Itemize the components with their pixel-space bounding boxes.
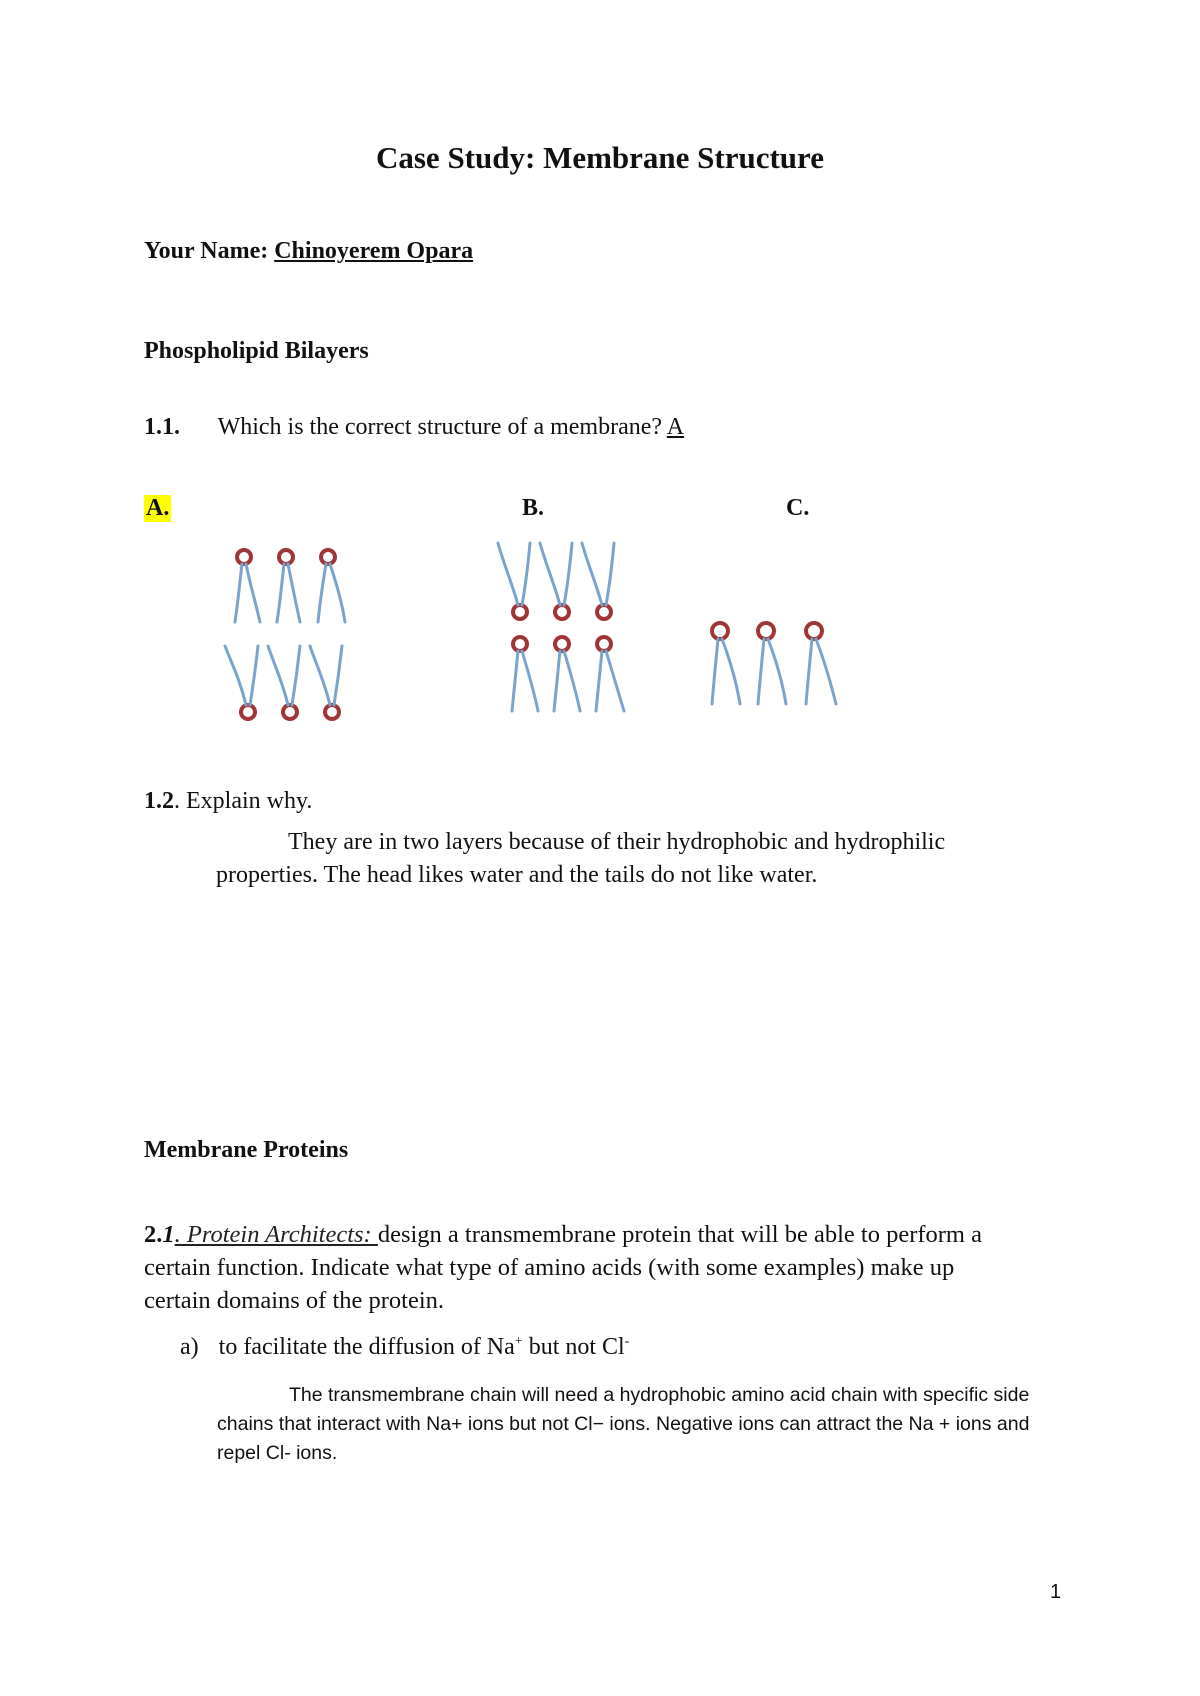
phospholipid-row — [712, 623, 836, 704]
question-2-1 — [144, 1218, 1014, 1317]
question-1-1 — [144, 414, 684, 441]
diagram-a — [210, 540, 360, 730]
page-number: 1 — [1050, 1581, 1062, 1603]
question-number: 1.1. — [144, 414, 180, 440]
answer-choice: A — [666, 414, 685, 440]
question-2-1a — [180, 1334, 629, 1361]
protein-architects-label: . Protein Architects: — [174, 1221, 378, 1248]
page-title: Case Study: Membrane Structure — [375, 140, 825, 175]
diagram-b — [490, 535, 640, 725]
na-superscript: + — [514, 1334, 523, 1349]
phospholipid-row-bottom — [512, 637, 624, 711]
question-text: Which is the correct structure of a membrane? — [217, 414, 663, 440]
question-number: 1.2 — [144, 788, 174, 814]
name-label: Your Name: — [144, 238, 269, 264]
section-heading-membrane-proteins: Membrane Proteins — [144, 1137, 349, 1163]
option-b-label: B. — [522, 495, 545, 521]
phospholipid-row-top — [235, 550, 345, 622]
cl-superscript: - — [624, 1334, 630, 1349]
item-label: a) — [180, 1334, 199, 1360]
option-c-label: C. — [786, 495, 810, 521]
answer-2-1a: The transmembrane chain will need a hydrophobic amino acid chain with specific side chains that interact with Na+ ions but not Cl− ions. Negative ions can attract the Na + ions and repel Cl- ions. — [217, 1384, 1030, 1464]
question-1-2 — [144, 788, 312, 815]
question-number: 2. — [144, 1221, 163, 1248]
answer-1-2: They are in two layers because of their hydrophobic and hydrophilic properties. The head likes water and the tails do not like water. — [216, 829, 946, 888]
question-text: . Explain why. — [174, 788, 313, 814]
phospholipid-row-top — [498, 543, 614, 619]
phospholipid-row-bottom — [225, 646, 342, 719]
question-text: design a transmembrane protein that will be able to perform a certain function. Indicate what type of amino acids (with some examples) make up certain domains of the protein. — [144, 1221, 982, 1314]
section-heading-phospholipid: Phospholipid Bilayers — [144, 338, 369, 364]
diagram-c — [700, 610, 860, 730]
item-text-pre: to facilitate the diffusion of Na — [218, 1334, 515, 1360]
item-text-mid: but not Cl — [522, 1334, 625, 1360]
name-row — [144, 238, 473, 265]
name-value: Chinoyerem Opara — [274, 238, 474, 264]
option-a-label: A. — [146, 495, 170, 521]
question-number-italic: 1 — [162, 1221, 175, 1248]
